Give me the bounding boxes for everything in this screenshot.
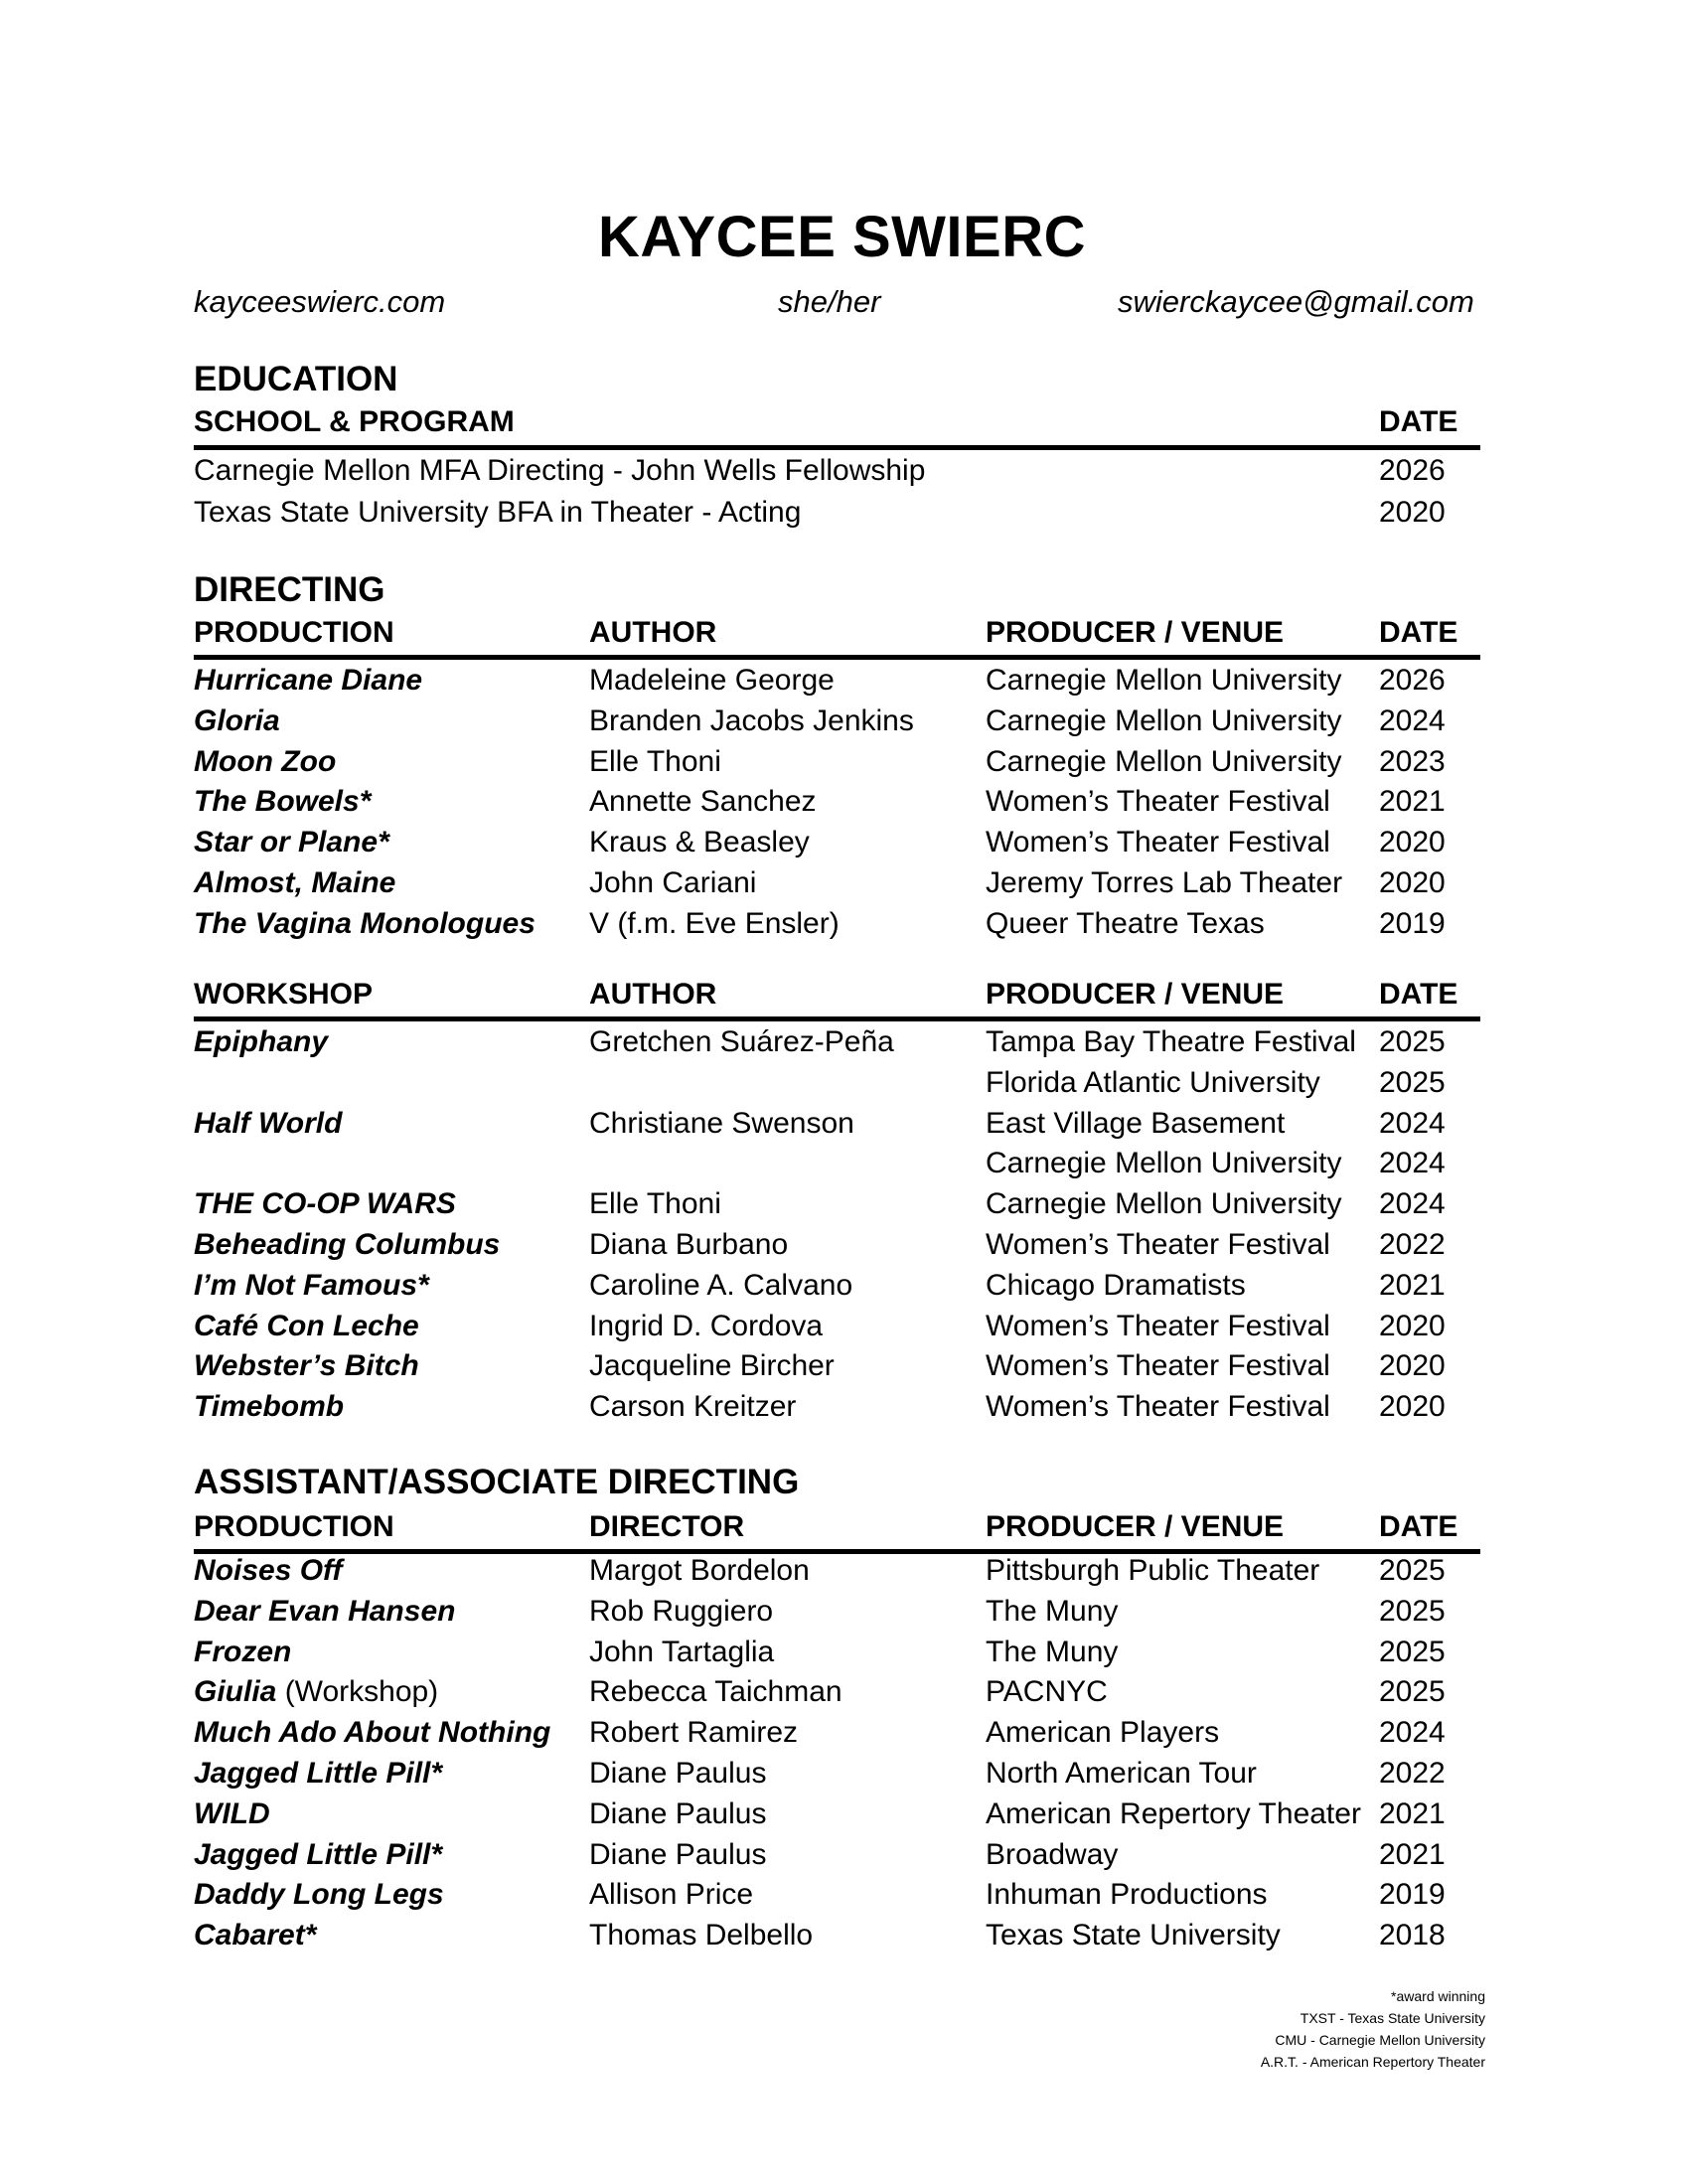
section-divider — [194, 655, 1480, 660]
production-title — [194, 1228, 500, 1262]
director: Diane Paulus — [589, 1837, 767, 1871]
author: Christiane Swenson — [589, 1106, 854, 1140]
date: 2025 — [1379, 1065, 1446, 1099]
footnote: CMU - Carnegie Mellon University — [1275, 2032, 1485, 2048]
education-heading: EDUCATION — [194, 360, 398, 398]
column-header: DATE — [1379, 405, 1458, 438]
date: 2021 — [1379, 1837, 1446, 1871]
workshop-column-headers — [194, 978, 1480, 1017]
table-row — [194, 454, 1480, 495]
venue: PACNYC — [986, 1675, 1108, 1709]
table-row — [194, 907, 1480, 948]
production-name: Café Con Leche — [194, 1309, 419, 1342]
director: John Tartaglia — [589, 1635, 775, 1668]
table-row — [194, 1147, 1480, 1187]
production-title — [194, 1919, 316, 1952]
column-header: DATE — [1379, 978, 1458, 1011]
production-title — [194, 1187, 456, 1221]
table-row — [194, 1390, 1480, 1431]
table-row — [194, 1025, 1480, 1066]
column-header: DATE — [1379, 1510, 1458, 1543]
table-row — [194, 1797, 1480, 1838]
director: Rob Ruggiero — [589, 1594, 774, 1628]
venue: Tampa Bay Theatre Festival — [986, 1025, 1356, 1058]
author: John Cariani — [589, 866, 757, 899]
date: 2024 — [1379, 1187, 1446, 1221]
director: Diane Paulus — [589, 1757, 767, 1790]
production-title — [194, 826, 389, 859]
date: 2024 — [1379, 1106, 1446, 1140]
director: Thomas Delbello — [589, 1919, 814, 1952]
production-title — [194, 1107, 342, 1141]
education-column-headers — [194, 405, 1480, 445]
venue: The Muny — [986, 1594, 1119, 1628]
date: 2021 — [1379, 785, 1446, 819]
date: 2025 — [1379, 1675, 1446, 1709]
table-row — [194, 704, 1480, 745]
venue: East Village Basement — [986, 1106, 1286, 1140]
production-name: Epiphany — [194, 1025, 329, 1058]
production-name: The Bowels* — [194, 785, 372, 819]
production-title — [194, 664, 422, 698]
production-name: Half World — [194, 1106, 343, 1140]
date: 2025 — [1379, 1554, 1446, 1587]
production-title — [194, 1269, 429, 1303]
production-name: WILD — [194, 1796, 270, 1830]
section-divider — [194, 1016, 1480, 1021]
table-row — [194, 1107, 1480, 1148]
production-name: Gloria — [194, 703, 280, 737]
column-header: WORKSHOP — [194, 978, 373, 1011]
production-title — [194, 1838, 442, 1872]
production-note: (Workshop) — [276, 1675, 439, 1709]
production-name: Star or Plane* — [194, 826, 389, 859]
date: 2020 — [1379, 1349, 1446, 1383]
column-header: AUTHOR — [589, 978, 717, 1011]
footnote: A.R.T. - American Repertory Theater — [1260, 2054, 1485, 2070]
production-name: I’m Not Famous* — [194, 1268, 429, 1302]
column-header: DATE — [1379, 616, 1458, 649]
production-name: Cabaret* — [194, 1919, 317, 1952]
date: 2023 — [1379, 744, 1446, 778]
assistant-heading: ASSISTANT/ASSOCIATE DIRECTING — [194, 1463, 800, 1501]
production-title — [194, 745, 336, 779]
table-row — [194, 1554, 1480, 1595]
author: Elle Thoni — [589, 744, 721, 778]
venue: Women’s Theater Festival — [986, 1228, 1330, 1261]
column-header: PRODUCER / VENUE — [986, 978, 1285, 1011]
section-divider — [194, 445, 1480, 450]
director: Diane Paulus — [589, 1796, 767, 1830]
production-title — [194, 1025, 328, 1059]
production-title — [194, 907, 536, 941]
table-row — [194, 1310, 1480, 1350]
production-title — [194, 866, 395, 900]
table-row — [194, 1878, 1480, 1919]
production-name: Beheading Columbus — [194, 1228, 501, 1261]
table-row — [194, 496, 1480, 537]
date: 2020 — [1379, 866, 1446, 899]
venue: Queer Theatre Texas — [986, 906, 1265, 940]
date: 2020 — [1379, 495, 1446, 529]
production-title — [194, 1349, 419, 1383]
production-name: THE CO-OP WARS — [194, 1187, 456, 1221]
date: 2019 — [1379, 906, 1446, 940]
production-name: Jagged Little Pill* — [194, 1757, 443, 1790]
venue: Women’s Theater Festival — [986, 826, 1330, 859]
venue: Carnegie Mellon University — [986, 1187, 1342, 1221]
column-header: PRODUCER / VENUE — [986, 1510, 1285, 1543]
date: 2024 — [1379, 703, 1446, 737]
venue: American Repertory Theater — [986, 1796, 1361, 1830]
production-title — [194, 1636, 291, 1669]
author: Gretchen Suárez-Peña — [589, 1025, 894, 1058]
table-row — [194, 1187, 1480, 1228]
date: 2026 — [1379, 664, 1446, 697]
production-title — [194, 1554, 343, 1588]
table-row — [194, 866, 1480, 907]
school-program: Carnegie Mellon MFA Directing - John Wells Fellowship — [194, 454, 926, 487]
venue: Women’s Theater Festival — [986, 1390, 1330, 1424]
author: Kraus & Beasley — [589, 826, 810, 859]
venue: Carnegie Mellon University — [986, 703, 1342, 737]
column-header: AUTHOR — [589, 616, 717, 649]
table-row — [194, 826, 1480, 866]
table-row — [194, 1675, 1480, 1716]
author: Annette Sanchez — [589, 785, 817, 819]
table-row — [194, 1595, 1480, 1636]
author: Branden Jacobs Jenkins — [589, 703, 914, 737]
table-row — [194, 1636, 1480, 1676]
author: Ingrid D. Cordova — [589, 1309, 824, 1342]
date: 2025 — [1379, 1635, 1446, 1668]
author: Diana Burbano — [589, 1228, 789, 1261]
date: 2020 — [1379, 1390, 1446, 1424]
venue: Jeremy Torres Lab Theater — [986, 866, 1343, 899]
website-link[interactable]: kayceeswierc.com — [194, 284, 446, 319]
production-name: Giulia — [194, 1675, 277, 1709]
table-row — [194, 1269, 1480, 1310]
production-title — [194, 1310, 419, 1343]
venue: Pittsburgh Public Theater — [986, 1554, 1320, 1587]
email-link[interactable]: swierckaycee@gmail.com — [1118, 284, 1474, 319]
production-name: Webster’s Bitch — [194, 1349, 419, 1383]
footnotes — [1261, 1985, 1485, 2073]
venue: Broadway — [986, 1837, 1119, 1871]
production-name: Much Ado About Nothing — [194, 1716, 551, 1750]
table-row — [194, 664, 1480, 704]
production-title — [194, 1390, 344, 1424]
production-name: Hurricane Diane — [194, 664, 423, 697]
venue: Texas State University — [986, 1919, 1281, 1952]
production-title — [194, 1878, 444, 1912]
production-name: Moon Zoo — [194, 744, 337, 778]
production-title — [194, 1797, 270, 1831]
date: 2022 — [1379, 1228, 1446, 1261]
author: Madeleine George — [589, 664, 835, 697]
pronouns: she/her — [778, 284, 881, 319]
director: Margot Bordelon — [589, 1554, 810, 1587]
date: 2025 — [1379, 1025, 1446, 1058]
author: V (f.m. Eve Ensler) — [589, 906, 840, 940]
table-row — [194, 1919, 1480, 1959]
table-row — [194, 1349, 1480, 1390]
column-header: PRODUCTION — [194, 1510, 394, 1543]
production-title — [194, 1675, 438, 1709]
date: 2020 — [1379, 826, 1446, 859]
production-title — [194, 704, 280, 738]
venue: Carnegie Mellon University — [986, 664, 1342, 697]
table-row — [194, 1757, 1480, 1797]
production-name: The Vagina Monologues — [194, 906, 536, 940]
table-row — [194, 1838, 1480, 1879]
production-name: Almost, Maine — [194, 866, 396, 899]
footnote: *award winning — [1391, 1988, 1485, 2004]
production-title — [194, 1716, 550, 1750]
date: 2026 — [1379, 454, 1446, 487]
venue: Florida Atlantic University — [986, 1065, 1320, 1099]
table-row — [194, 1716, 1480, 1757]
venue: Carnegie Mellon University — [986, 744, 1342, 778]
production-title — [194, 1757, 442, 1791]
production-name: Jagged Little Pill* — [194, 1837, 443, 1871]
column-header: PRODUCTION — [194, 616, 394, 649]
column-header: DIRECTOR — [589, 1510, 745, 1543]
venue: Women’s Theater Festival — [986, 1349, 1330, 1383]
directing-column-headers — [194, 616, 1480, 656]
production-title — [194, 785, 371, 819]
assistant-column-headers — [194, 1510, 1480, 1550]
school-program: Texas State University BFA in Theater - Acting — [194, 495, 802, 529]
venue: American Players — [986, 1716, 1220, 1750]
date: 2020 — [1379, 1309, 1446, 1342]
director: Rebecca Taichman — [589, 1675, 842, 1709]
venue: Inhuman Productions — [986, 1878, 1268, 1912]
directing-heading: DIRECTING — [194, 570, 385, 609]
venue: The Muny — [986, 1635, 1119, 1668]
date: 2022 — [1379, 1757, 1446, 1790]
production-name: Daddy Long Legs — [194, 1878, 444, 1912]
venue: Chicago Dramatists — [986, 1268, 1246, 1302]
director: Allison Price — [589, 1878, 754, 1912]
date: 2018 — [1379, 1919, 1446, 1952]
table-row — [194, 1228, 1480, 1269]
footnote: TXST - Texas State University — [1300, 2010, 1485, 2026]
venue: North American Tour — [986, 1757, 1257, 1790]
venue: Women’s Theater Festival — [986, 1309, 1330, 1342]
table-row — [194, 1066, 1480, 1107]
director: Robert Ramirez — [589, 1716, 799, 1750]
venue: Women’s Theater Festival — [986, 785, 1330, 819]
author: Elle Thoni — [589, 1187, 721, 1221]
page-title: KAYCEE SWIERC — [597, 205, 1086, 269]
table-row — [194, 745, 1480, 786]
date: 2025 — [1379, 1594, 1446, 1628]
author: Carson Kreitzer — [589, 1390, 797, 1424]
production-name: Frozen — [194, 1635, 292, 1668]
production-name: Dear Evan Hansen — [194, 1594, 456, 1628]
date: 2021 — [1379, 1796, 1446, 1830]
author: Caroline A. Calvano — [589, 1268, 853, 1302]
date: 2024 — [1379, 1716, 1446, 1750]
column-header: SCHOOL & PROGRAM — [194, 405, 515, 438]
author: Jacqueline Bircher — [589, 1349, 835, 1383]
venue: Carnegie Mellon University — [986, 1147, 1342, 1180]
column-header: PRODUCER / VENUE — [986, 616, 1285, 649]
production-title — [194, 1595, 455, 1629]
date: 2024 — [1379, 1147, 1446, 1180]
date: 2021 — [1379, 1268, 1446, 1302]
date: 2019 — [1379, 1878, 1446, 1912]
table-row — [194, 785, 1480, 826]
production-name: Noises Off — [194, 1554, 343, 1587]
production-name: Timebomb — [194, 1390, 345, 1424]
